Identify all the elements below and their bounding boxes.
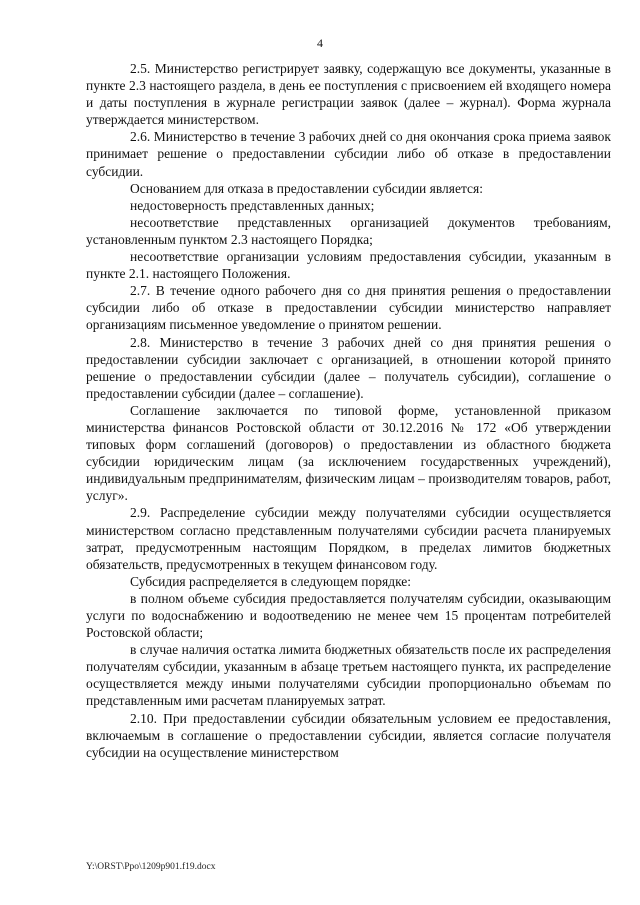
document-body <box>86 60 611 761</box>
distribution-rule-2: в случае наличия остатка лимита бюджетных обязательств после их распределения получателям субсидии, указанным в абзаце третьем настоящего пункта, их распределение осуществляется между иными получателями субсидии пропорционально объемам по представленным ими расчетам планируемых затрат. <box>86 642 611 709</box>
refusal-ground-1: недостоверность представленных данных; <box>130 197 375 213</box>
refusal-grounds-intro: Основанием для отказа в предоставлении субсидии является: <box>130 180 484 196</box>
distribution-intro: Субсидия распределяется в следующем порядке: <box>130 573 412 589</box>
paragraph-2-10: 2.10. При предоставлении субсидии обязательным условием ее предоставления, включаемым в соглашение о предоставлении субсидии, является согласие получателя субсидии на осуществление министерством <box>86 710 611 760</box>
paragraph-2-8: 2.8. Министерство в течение 3 рабочих дней со дня принятия решения о предоставлении субсидии заключает с организацией, в отношении которой принято решение о предоставлении субсидии (далее – получатель субсидии), соглашение о предоставлении субсидии (далее – соглашение). <box>86 334 611 401</box>
paragraph-2-5: 2.5. Министерство регистрирует заявку, содержащую все документы, указанные в пункте 2.3 настоящего раздела, в день ее поступления с присвоением ей входящего номера и даты поступления в журнале регистрации заявок (далее – журнал). Форма журнала утверждается министерством. <box>86 61 611 128</box>
paragraph-2-9: 2.9. Распределение субсидии между получателями субсидии осуществляется министерством согласно представленным получателями субсидии расчета планируемых затрат, предусмотренным настоящим Порядком, в пределах лимитов бюджетных обязательств, предусмотренных в текущем финансовом году. <box>86 505 611 572</box>
agreement-paragraph: Соглашение заключается по типовой форме, установленной приказом министерства финансов Ростовской области от 30.12.2016 № 172 «Об утверждении типовых форм соглашений (договоров) о предоставлении из областного бюджета субсидии юридическим лицам (за исключением государственных учреждений), индивидуальным предпринимателям, физическим лицам – производителям товаров, работ, услуг». <box>86 402 611 504</box>
refusal-ground-2: несоответствие представленных организацией документов требованиям, установленным пунктом 2.3 настоящего Порядка; <box>86 214 611 247</box>
page-number: 4 <box>317 36 323 50</box>
paragraph-2-6: 2.6. Министерство в течение 3 рабочих дней со дня окончания срока приема заявок принимает решение о предоставлении субсидии либо об отказе в предоставлении субсидии. <box>86 129 611 179</box>
distribution-rule-1: в полном объеме субсидия предоставляется получателям субсидии, оказывающим услуги по водоснабжению и водоотведению не менее чем 15 процентам потребителей Ростовской области; <box>86 590 611 641</box>
footer-file-path: Y:\ORST\Ppo\1209p901.f19.docx <box>86 862 216 872</box>
refusal-ground-3: несоответствие организации условиям предоставления субсидии, указанным в пункте 2.1. настоящего Положения. <box>86 249 611 282</box>
paragraph-2-7: 2.7. В течение одного рабочего дня со дня принятия решения о предоставлении субсидии либо об отказе в предоставлении субсидии министерство направляет организациям письменное уведомление о принятом решении. <box>86 283 611 333</box>
